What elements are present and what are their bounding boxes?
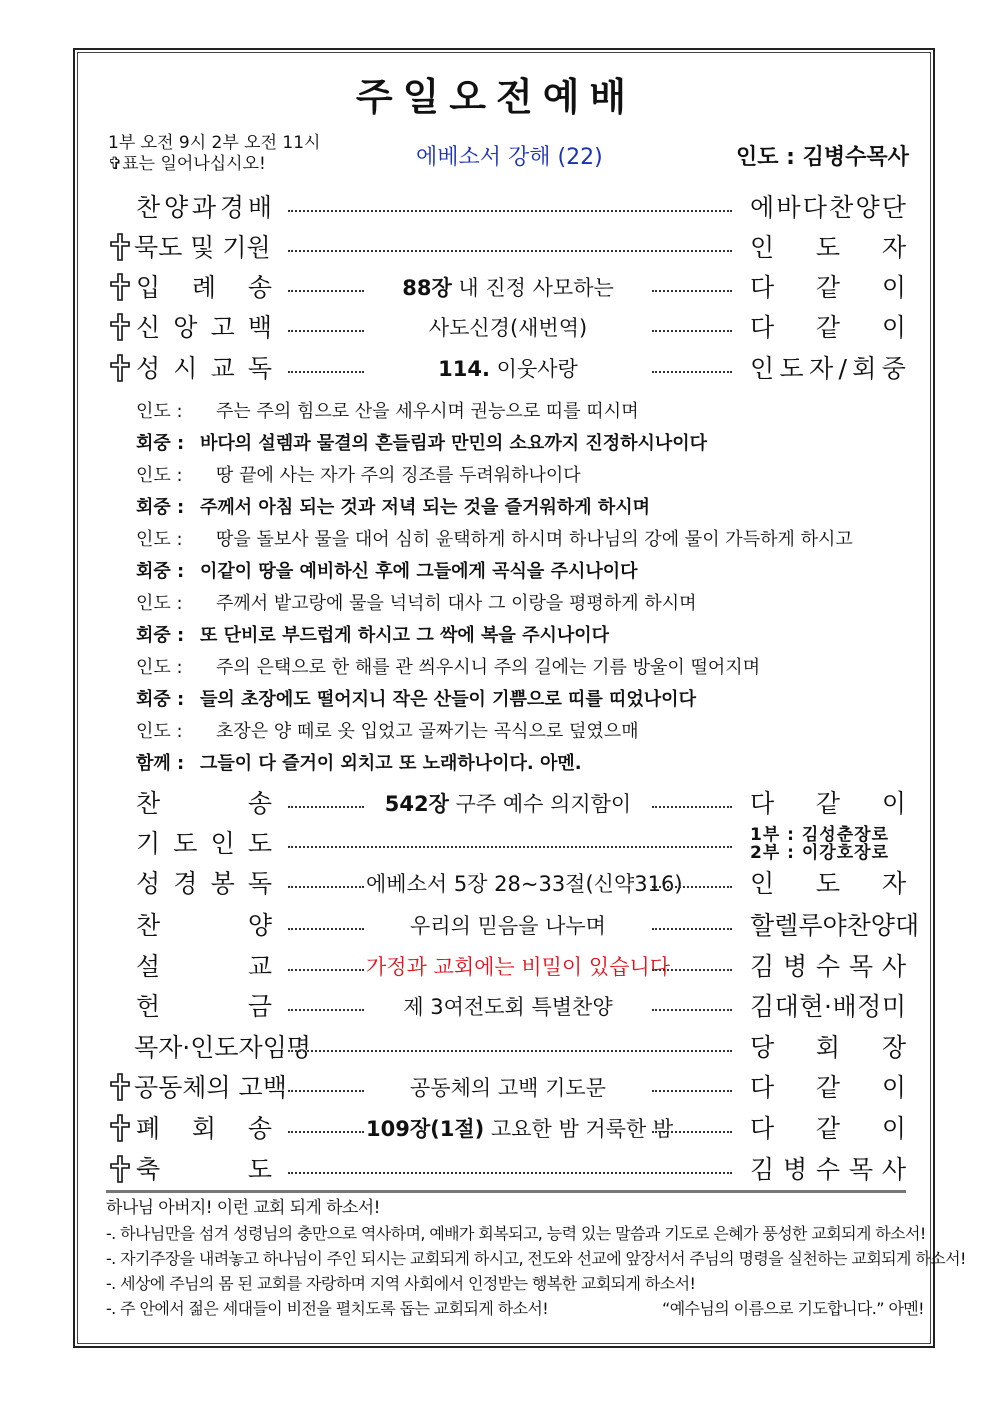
order-item-name: 입 례 송 [136,273,272,302]
dot-leader [652,969,732,971]
divider [106,1190,906,1193]
order-item-person: 에 바 다 찬 양 단 [750,193,906,222]
order-item-person: 인 도 자 [750,869,906,898]
order-row [108,866,908,902]
dot-leader [288,806,364,808]
order-item-name: 찬 양 과 경 배 [136,193,272,222]
dot-leader [652,290,732,292]
dot-leader [288,1009,364,1011]
reading-text: 또 단비로 부드럽게 하시고 그 싹에 복을 주시나이다 [200,625,610,646]
dot-leader [288,1172,732,1174]
order-item-content [366,866,683,902]
order-row [108,190,908,226]
order-item-text: 제 3여전도회 특별찬양 [403,995,613,1019]
reading-speaker: 인도 : [136,721,183,742]
reading-text: 바다의 설렘과 물결의 흔들림과 만민의 소요까지 진정하시나이다 [200,433,708,454]
prayer-heading: 하나님 아버지! 이런 교회 되게 하소서! [106,1198,380,1218]
order-item-person [750,826,906,862]
prayer-line: -. 세상에 주님의 몸 된 교회를 자랑하며 지역 사회에서 인정받는 행복한 교회되게 하소서! [106,1274,696,1293]
dot-leader [288,371,364,373]
reading-text: 땅 끝에 사는 자가 주의 징조를 두려워하나이다 [216,465,581,486]
hymn-number: 542장 [384,792,449,816]
dot-leader [652,886,732,888]
stand-note: ✞표는 일어나십시오! [108,154,266,174]
cross-icon [108,232,132,262]
reading-speaker: 인도 : [136,529,183,550]
reading-text: 땅을 돌보사 물을 대어 심히 윤택하게 하시며 하나님의 강에 물이 가득하게 하시고 [216,529,853,550]
cross-icon [108,1154,132,1184]
order-item-person: 당 회 장 [750,1033,906,1062]
order-item-text: 에베소서 5장 28~33절(신약316) [366,872,683,896]
order-item-text: 고요한 밤 거룩한 밤 [490,1117,674,1141]
order-item-text: 내 진정 사모하는 [458,276,614,300]
reading-speaker: 회중 : [136,433,185,454]
order-item-content [366,1070,650,1106]
reading-line [136,561,836,583]
reading-line [136,593,836,615]
reading-text: 들의 초장에도 떨어지니 작은 산들이 기쁨으로 띠를 띠었나이다 [200,689,696,710]
order-item-name: 헌 금 [136,992,272,1021]
reading-line [136,433,836,455]
order-item-text: 가정과 교회에는 비밀이 있습니다 [366,955,671,979]
order-row [108,1030,908,1066]
reading-line [136,465,836,487]
dot-leader [288,969,364,971]
reading-line [136,657,836,679]
reading-line [136,721,836,743]
prayer-line: -. 하나님만을 섬겨 성령님의 충만으로 역사하며, 예배가 회복되고, 능력 있는 말씀과 기도로 은혜가 풍성한 교회되게 하소서! [106,1224,926,1243]
cross-icon [108,1072,132,1102]
order-item-text: 사도신경(새번역) [428,316,588,340]
dot-leader [288,210,732,212]
order-row [108,1152,908,1188]
order-item-person: 인 도 자 [750,233,906,262]
order-item-name: 축 도 [136,1155,272,1184]
reading-line [136,625,836,647]
order-row [108,1111,908,1147]
hymn-number: 88장 [402,276,452,300]
reading-speaker: 회중 : [136,689,185,710]
dot-leader [288,846,732,848]
order-item-person: 인 도 자 / 회 중 [750,354,906,383]
reading-line [136,497,836,519]
order-row [108,786,908,822]
reading-speaker: 인도 : [136,401,183,422]
service-info [108,133,320,175]
order-item-content [366,270,650,306]
order-item-person: 김 대 현 · 배 정 미 [750,992,906,1021]
prayer-line: -. 자기주장을 내려놓고 하나님이 주인 되시는 교회되게 하시고, 전도와 선교에 앞장서서 주님의 명령을 실천하는 교회되게 하소서! [106,1249,966,1268]
order-item-content [366,351,650,387]
order-row [108,270,908,306]
dot-leader [288,330,364,332]
reading-speaker: 함께 : [136,753,185,774]
reading-speaker: 회중 : [136,561,185,582]
hymn-number: 114. [438,357,490,381]
order-item-content [366,949,671,985]
reading-line [136,689,836,711]
reading-line [136,753,836,775]
worship-leader: 인도 : 김병수목사 [736,145,909,170]
cross-icon [108,353,132,383]
order-item-name: 목자·인도자임명 [134,1033,311,1062]
reading-text: 주는 주의 힘으로 산을 세우시며 권능으로 띠를 띠시며 [216,401,639,422]
order-item-text: 구주 예수 의지함이 [455,792,632,816]
reading-speaker: 인도 : [136,465,183,486]
order-item-text: 공동체의 고백 기도문 [410,1076,606,1100]
order-item-content [366,310,650,346]
order-row [108,351,908,387]
order-item-person: 다 같 이 [750,273,906,302]
order-item-name: 묵도 및 기원 [134,233,271,262]
dot-leader [652,806,732,808]
dot-leader [652,1009,732,1011]
order-item-name: 찬 송 [136,789,272,818]
order-item-person: 다 같 이 [750,1073,906,1102]
order-item-person: 다 같 이 [750,789,906,818]
reading-speaker: 회중 : [136,497,185,518]
dot-leader [288,1050,732,1052]
reading-text: 이같이 땅을 예비하신 후에 그들에게 곡식을 주시나이다 [200,561,638,582]
cross-icon [108,1113,132,1143]
order-item-person: 김 병 수 목 사 [750,952,906,981]
dot-leader [288,886,364,888]
reading-speaker: 인도 : [136,593,183,614]
page-title: 주일오전예배 [355,75,637,119]
order-item-person: 다 같 이 [750,1114,906,1143]
dot-leader [288,290,364,292]
order-item-text: 우리의 믿음을 나누며 [410,914,606,938]
dot-leader [288,250,732,252]
order-item-name: 기 도 인 도 [136,829,272,858]
dot-leader [652,330,732,332]
order-item-text: 이웃사랑 [496,357,578,381]
dot-leader [288,928,364,930]
order-item-content [366,786,650,822]
order-row [108,908,920,944]
dot-leader [652,1131,732,1133]
order-item-name: 찬 양 [136,911,272,940]
order-item-name: 설 교 [136,952,272,981]
order-item-name: 성 시 교 독 [136,354,272,383]
order-item-content [366,1111,674,1147]
order-row [108,1070,908,1106]
hymn-number: 109장(1절) [366,1117,485,1141]
order-row [108,826,908,862]
dot-leader [288,1090,364,1092]
reading-text: 초장은 양 떼로 옷 입었고 골짜기는 곡식으로 덮였으매 [216,721,639,742]
order-item-content [366,989,650,1025]
order-item-name: 성 경 봉 독 [136,869,272,898]
reading-text: 주께서 밭고랑에 물을 넉넉히 대사 그 이랑을 평평하게 하시며 [216,593,697,614]
dot-leader [288,1131,364,1133]
reading-text: 주의 은택으로 한 해를 관 씌우시니 주의 길에는 기름 방울이 떨어지며 [216,657,761,678]
order-item-content [366,908,650,944]
order-item-name: 폐 회 송 [136,1114,272,1143]
dot-leader [652,1090,732,1092]
order-row [108,989,908,1025]
reading-speaker: 회중 : [136,625,185,646]
dot-leader [652,928,732,930]
reading-line [136,401,836,423]
prayer-closing: “예수님의 이름으로 기도합니다.” 아멘! [662,1299,924,1318]
order-row [108,230,908,266]
service-times: 1부 오전 9시 2부 오전 11시 [108,133,321,153]
dot-leader [652,371,732,373]
reading-text: 주께서 아침 되는 것과 저녁 되는 것을 즐거워하게 하시며 [200,497,651,518]
cross-icon [108,272,132,302]
order-item-person: 할 렐 루 야 찬 양 대 [750,911,920,940]
reading-speaker: 인도 : [136,657,183,678]
prayer-line: -. 주 안에서 젊은 세대들이 비전을 펼치도록 돕는 교회되게 하소서! “예수님의 이름으로 기도합니다.” 아멘! [106,1297,916,1321]
cross-icon [108,312,132,342]
order-row [108,310,908,346]
sermon-series: 에베소서 강해 (22) [416,145,603,170]
person-line: 1부 : 김성춘장로 [750,825,889,845]
order-item-person: 김 병 수 목 사 [750,1155,906,1184]
order-item-name: 신 앙 고 백 [136,313,272,342]
order-item-name: 공동체의 고백 [134,1073,287,1102]
order-row [108,949,908,985]
order-item-person: 다 같 이 [750,313,906,342]
person-line: 2부 : 이강호장로 [750,843,889,863]
reading-text: 그들이 다 즐거이 외치고 또 노래하나이다. 아멘. [200,753,582,774]
reading-line [136,529,853,551]
